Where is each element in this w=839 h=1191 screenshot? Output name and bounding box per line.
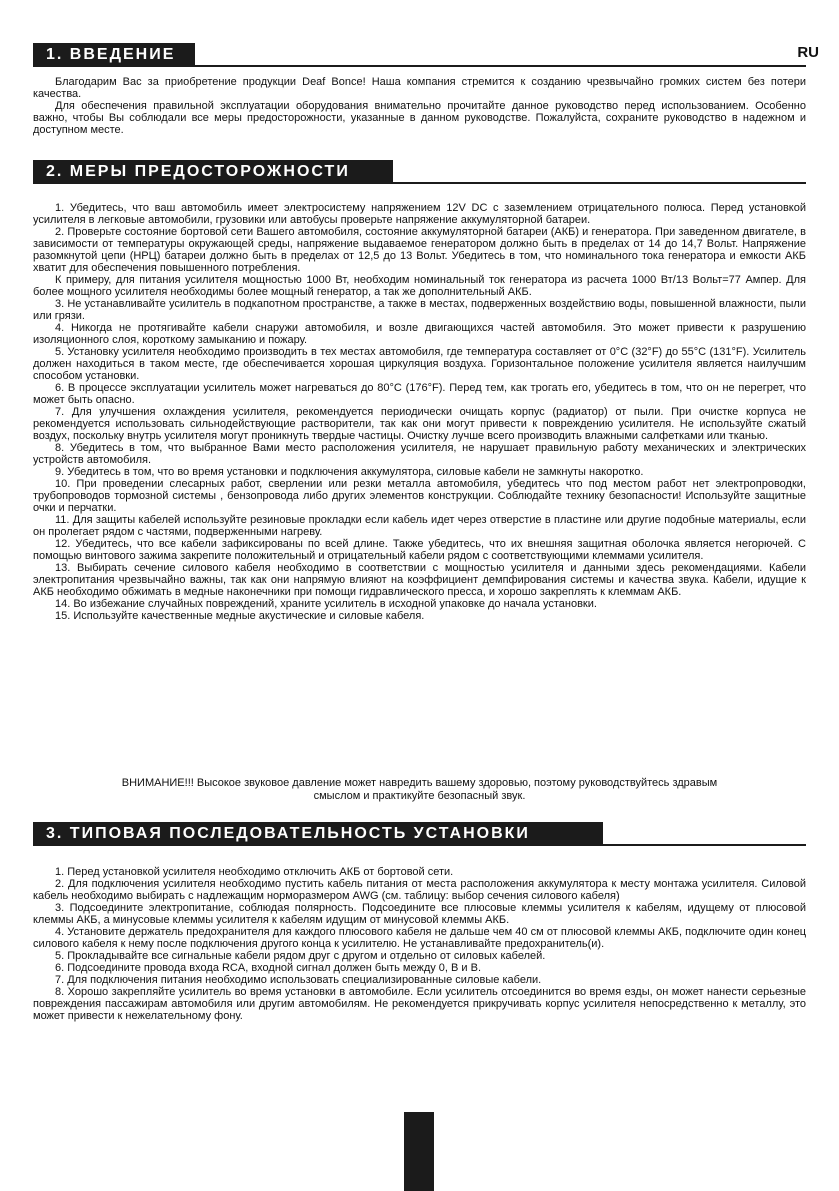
precaution-item: 11. Для защиты кабелей используйте резиновые прокладки если кабель идет через отверстие в пластине или другие подобные материалы, если он пролегает рядом с частями, подверженными нагреву. [33, 514, 806, 538]
installation-step: 4. Установите держатель предохранителя для каждого плюсового кабеля не дальше чем 40 см от плюсовой клеммы АКБ, подключите один конец силового кабеля к нему после подключения другого конца к усилителю. Не устанавливайте предохранитель(и). [33, 926, 806, 950]
intro-paragraph: Благодарим Вас за приобретение продукции Deaf Bonce! Наша компания стремится к созданию чрезвычайно громких систем без потери качества. [33, 76, 806, 100]
warning-line: ВНИМАНИЕ!!! Высокое звуковое давление может навредить вашему здоровью, поэтому руководствуйтесь здравым [121, 777, 718, 789]
precaution-item: 3. Не устанавливайте усилитель в подкапотном пространстве, а также в местах, подверженных воздействию воды, повышенной влажности, пыли или грязи. [33, 298, 806, 322]
precaution-item: 6. В процессе эксплуатации усилитель может нагреваться до 80°C (176°F). Перед тем, как трогать его, убедитесь в том, что он не перегрет, что может быть опасно. [33, 382, 806, 406]
intro-text [33, 76, 806, 136]
installation-step: 6. Подсоедините провода входа RCA, входной сигнал должен быть между 0, В и В. [55, 962, 482, 974]
installation-step: 7. Для подключения питания необходимо использовать специализированные силовые кабели. [55, 974, 542, 986]
installation-step: 3. Подсоедините электропитание, соблюдая полярность. Подсоедините все плюсовые клеммы усилителя к кабелям, идущему от плюсовой клеммы АКБ, а минусовые клеммы усилителя к кабелям идущим от минусовой клеммы АКБ. [33, 902, 806, 926]
warning-line: смыслом и практикуйте безопасный звук. [313, 790, 526, 802]
section-title-installation: 3. ТИПОВАЯ ПОСЛЕДОВАТЕЛЬНОСТЬ УСТАНОВКИ [46, 825, 530, 842]
precaution-item: 2. Проверьте состояние бортовой сети Вашего автомобиля, состояние аккумуляторной батареи (АКБ) и генератора. При заведенном двигателе, в зависимости от температуры окружающей среды, напряжение выдаваемое генератором должно быть в пределах от 14 до 14,7 Вольт. Напряжение разомкнутой цепи (НРЦ) батареи должно быть в пределах от 12,5 до 13 Вольт. Убедитесь в том, что номинального тока генератора и емкости АКБ хватит для обеспечения повышенного потребления. [33, 226, 806, 274]
precaution-item: 1. Убедитесь, что ваш автомобиль имеет электросистему напряжением 12V DC с заземлением отрицательного полюса. Перед установкой усилителя в легковые автомобили, грузовики или автобусы проверьте напряжение аккумуляторной батареи. [33, 202, 806, 226]
section-title-intro: 1. ВВЕДЕНИЕ [46, 46, 176, 63]
precaution-item: 4. Никогда не протягивайте кабели снаружи автомобиля, и возле двигающихся частей автомобиля. Это может привести к разрушению изоляционного слоя, короткому замыканию и пожару. [33, 322, 806, 346]
precaution-item: 7. Для улучшения охлаждения усилителя, рекомендуется периодически очищать корпус (радиатор) от пыли. При очистке корпуса не рекомендуется использовать сильнодействующие растворители, так как они могут привести к повреждению усилителя. Не используйте сжатый воздух, поскольку внутрь усилителя могут проникнуть твердые частицы. Очистку лучше всего производить влажными салфетками или тканью. [33, 406, 806, 442]
section-header-installation [33, 822, 806, 846]
precaution-item: 8. Убедитесь в том, что выбранное Вами место расположения усилителя, не нарушает правильную работу механических и электрических устройств автомобиля. [33, 442, 806, 466]
intro-paragraph: Для обеспечения правильной эксплуатации оборудования внимательно прочитайте данное руководство перед использованием. Особенно важно, чтобы Вы соблюдали все меры предосторожности, указанные в данном руководстве. Пожалуйста, сохраните руководство в надежном и доступном месте. [33, 100, 806, 136]
installation-text [33, 866, 806, 1022]
precaution-item: 5. Установку усилителя необходимо производить в тех местах автомобиля, где температура составляет от 0°C (32°F) до 55°C (131°F). Усилитель должен находиться в таком месте, где обеспечивается хорошая циркуляция воздуха. Горизонтальное положение усилителя является наилучшим способом установки. [33, 346, 806, 382]
language-badge: RU [797, 44, 819, 61]
section-header-intro [33, 43, 806, 67]
installation-step: 2. Для подключения усилителя необходимо пустить кабель питания от места расположения аккумулятора к месту монтажа усилителя. Силовой кабель необходимо выбирать с надлежащим норморазмером AWG (см. таблицу: выбор сечения силового кабеля) [33, 878, 806, 902]
section-header-precautions [33, 160, 806, 184]
precaution-item: 10. При проведении слесарных работ, сверлении или резки металла автомобиля, убедитесь что под местом работ нет электропроводки, трубопроводов тормозной системы , бензопровода либо других элементов конструкции. Соблюдайте технику безопасности! Используйте защитные очки и перчатки. [33, 478, 806, 514]
precaution-item: 13. Выбирать сечение силового кабеля необходимо в соответствии с мощностью усилителя и данными здесь рекомендациями. Кабели электропитания чрезвычайно важны, так как они напрямую влияют на коэффициент демпфирования системы и качества звука. Кабели, идущие к АКБ необходимо обжимать в медные наконечники при помощи гидравлического пресса, и хорошо закреплять к клеммам АКБ. [33, 562, 806, 598]
safety-warning [33, 777, 806, 803]
precaution-item: 9. Убедитесь в том, что во время установки и подключения аккумулятора, силовые кабели не замкнуты накоротко. [55, 466, 644, 478]
precaution-item: 12. Убедитесь, что все кабели зафиксированы по всей длине. Также убедитесь, что их внешняя защитная оболочка является негорючей. С помощью винтового зажима закрепите положительный и отрицательный кабели рядом с соответствующими клеммами усилителя. [33, 538, 806, 562]
page-number-tab [404, 1112, 434, 1191]
precautions-text [33, 202, 806, 622]
installation-step: 1. Перед установкой усилителя необходимо отключить АКБ от бортовой сети. [55, 866, 454, 878]
precaution-item: К примеру, для питания усилителя мощностью 1000 Вт, необходим номинальный ток генератора из расчета 1000 Вт/13 Вольт=77 Ампер. Для более мощного усилителя необходимы более мощный генератор, а так же дополнительный АКБ. [33, 274, 806, 298]
precaution-item: 15. Используйте качественные медные акустические и силовые кабеля. [55, 610, 425, 622]
installation-step: 8. Хорошо закрепляйте усилитель во время установки в автомобиле. Если усилитель отсоединится во время езды, он может нанести серьезные повреждения пассажирам автомобиля или другим автомобилям. Не рекомендуется прикручивать корпус усилителя непосредственно к металлу, это может привести к нежелательному фону. [33, 986, 806, 1022]
installation-step: 5. Прокладывайте все сигнальные кабели рядом друг с другом и отдельно от силовых кабелей. [55, 950, 546, 962]
section-title-precautions: 2. МЕРЫ ПРЕДОСТОРОЖНОСТИ [46, 163, 350, 180]
precaution-item: 14. Во избежание случайных повреждений, храните усилитель в исходной упаковке до начала установки. [55, 598, 597, 610]
